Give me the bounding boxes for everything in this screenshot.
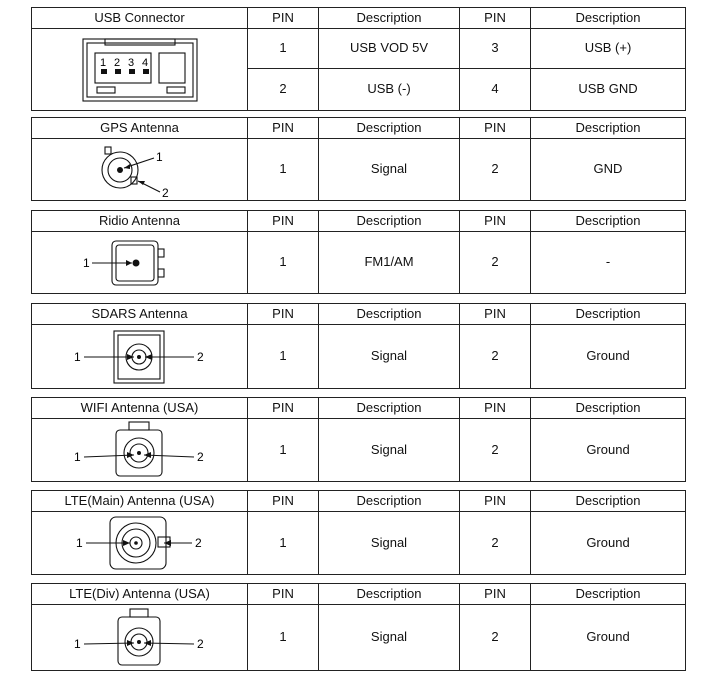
pin-header: PIN (248, 211, 319, 232)
usb-callout-1: 1 (99, 56, 106, 69)
lte-div-antenna-table (31, 583, 686, 671)
pin-header: PIN (460, 211, 531, 232)
description-header: Description (319, 304, 460, 325)
lte-main-antenna-table (31, 490, 686, 575)
lte-main-antenna-diagram (32, 512, 248, 575)
table-row (32, 419, 686, 482)
gps-antenna-diagram (32, 139, 248, 201)
pin-header: PIN (248, 398, 319, 419)
description-header: Description (319, 398, 460, 419)
sdars-callout-1: 1 (73, 349, 81, 364)
pin-cell: 2 (460, 325, 531, 389)
pin-cell: 1 (248, 139, 319, 201)
pin-cell: 1 (248, 419, 319, 482)
usb-callout-4: 4 (141, 56, 148, 69)
description-header: Description (531, 211, 686, 232)
description-header: Description (531, 584, 686, 605)
description-cell: USB (-) (319, 69, 460, 111)
lte-div-callout-1: 1 (73, 636, 81, 651)
connector-name: GPS Antenna (32, 118, 248, 139)
pin-cell: 4 (460, 69, 531, 111)
description-cell: - (531, 232, 686, 294)
wifi-callout-1: 1 (73, 450, 81, 464)
pin-cell: 2 (460, 512, 531, 575)
usb-callout-3: 3 (127, 56, 134, 69)
pin-header: PIN (248, 491, 319, 512)
description-cell: Signal (319, 512, 460, 575)
connector-name: LTE(Div) Antenna (USA) (32, 584, 248, 605)
description-cell: Ground (531, 325, 686, 389)
table-header-row (32, 491, 686, 512)
pin-cell: 1 (248, 512, 319, 575)
radio-connector-icon (80, 235, 200, 291)
description-cell: USB GND (531, 69, 686, 111)
table-header-row (32, 8, 686, 29)
description-cell: Signal (319, 419, 460, 482)
description-header: Description (531, 398, 686, 419)
usb-connector-table (31, 7, 686, 111)
usb-callout-2: 2 (113, 56, 120, 69)
description-header: Description (531, 304, 686, 325)
lte-div-connector-icon (70, 607, 210, 669)
description-header: Description (319, 584, 460, 605)
pin-cell: 3 (460, 29, 531, 69)
pin-header: PIN (460, 8, 531, 29)
table-row (32, 232, 686, 294)
description-header: Description (531, 118, 686, 139)
lte-div-callout-2: 2 (196, 636, 204, 651)
table-header-row (32, 398, 686, 419)
radio-callout-1: 1 (82, 255, 90, 270)
pin-cell: 1 (248, 232, 319, 294)
table-header-row (32, 118, 686, 139)
connector-name: USB Connector (32, 8, 248, 29)
description-cell: Ground (531, 419, 686, 482)
lte-main-callout-2: 2 (194, 536, 202, 550)
wifi-connector-icon (70, 420, 210, 480)
pin-cell: 2 (460, 419, 531, 482)
gps-antenna-table (31, 117, 686, 201)
description-cell: Signal (319, 325, 460, 389)
description-cell: Ground (531, 605, 686, 671)
connector-name: Ridio Antenna (32, 211, 248, 232)
radio-antenna-table (31, 210, 686, 294)
pin-header: PIN (460, 584, 531, 605)
pin-cell: 2 (460, 605, 531, 671)
pin-cell: 2 (248, 69, 319, 111)
pin-cell: 1 (248, 29, 319, 69)
pin-header: PIN (248, 118, 319, 139)
table-header-row (32, 211, 686, 232)
description-cell: USB (+) (531, 29, 686, 69)
pin-header: PIN (248, 584, 319, 605)
gps-connector-icon (80, 141, 200, 199)
gps-callout-1: 1 (155, 149, 163, 164)
sdars-connector-icon (70, 327, 210, 387)
table-header-row (32, 584, 686, 605)
usb-connector-diagram (32, 29, 248, 111)
pin-cell: 1 (248, 605, 319, 671)
lte-main-connector-icon (70, 513, 210, 573)
connector-name: LTE(Main) Antenna (USA) (32, 491, 248, 512)
pin-header: PIN (460, 304, 531, 325)
pin-header: PIN (248, 8, 319, 29)
lte-div-antenna-diagram (32, 605, 248, 671)
wifi-antenna-diagram (32, 419, 248, 482)
pin-header: PIN (460, 491, 531, 512)
description-header: Description (531, 8, 686, 29)
description-cell: USB VOD 5V (319, 29, 460, 69)
connector-name: SDARS Antenna (32, 304, 248, 325)
pin-header: PIN (460, 118, 531, 139)
description-header: Description (319, 211, 460, 232)
pin-cell: 2 (460, 139, 531, 201)
sdars-callout-2: 2 (196, 349, 204, 364)
gps-callout-2: 2 (161, 185, 169, 199)
description-header: Description (319, 491, 460, 512)
table-row (32, 139, 686, 201)
table-header-row (32, 304, 686, 325)
sdars-antenna-diagram (32, 325, 248, 389)
radio-antenna-diagram (32, 232, 248, 294)
pin-header: PIN (248, 304, 319, 325)
table-row (32, 29, 686, 69)
table-row (32, 325, 686, 389)
pin-cell: 1 (248, 325, 319, 389)
wifi-callout-2: 2 (196, 450, 204, 464)
sdars-antenna-table (31, 303, 686, 389)
wifi-antenna-table (31, 397, 686, 482)
table-row (32, 512, 686, 575)
table-row (32, 605, 686, 671)
description-cell: Signal (319, 139, 460, 201)
connector-name: WIFI Antenna (USA) (32, 398, 248, 419)
pin-header: PIN (460, 398, 531, 419)
usb-connector-icon (75, 35, 205, 105)
description-header: Description (319, 118, 460, 139)
description-header: Description (531, 491, 686, 512)
pin-cell: 2 (460, 232, 531, 294)
description-cell: Signal (319, 605, 460, 671)
lte-main-callout-1: 1 (75, 536, 83, 550)
description-cell: FM1/AM (319, 232, 460, 294)
description-cell: GND (531, 139, 686, 201)
description-cell: Ground (531, 512, 686, 575)
description-header: Description (319, 8, 460, 29)
